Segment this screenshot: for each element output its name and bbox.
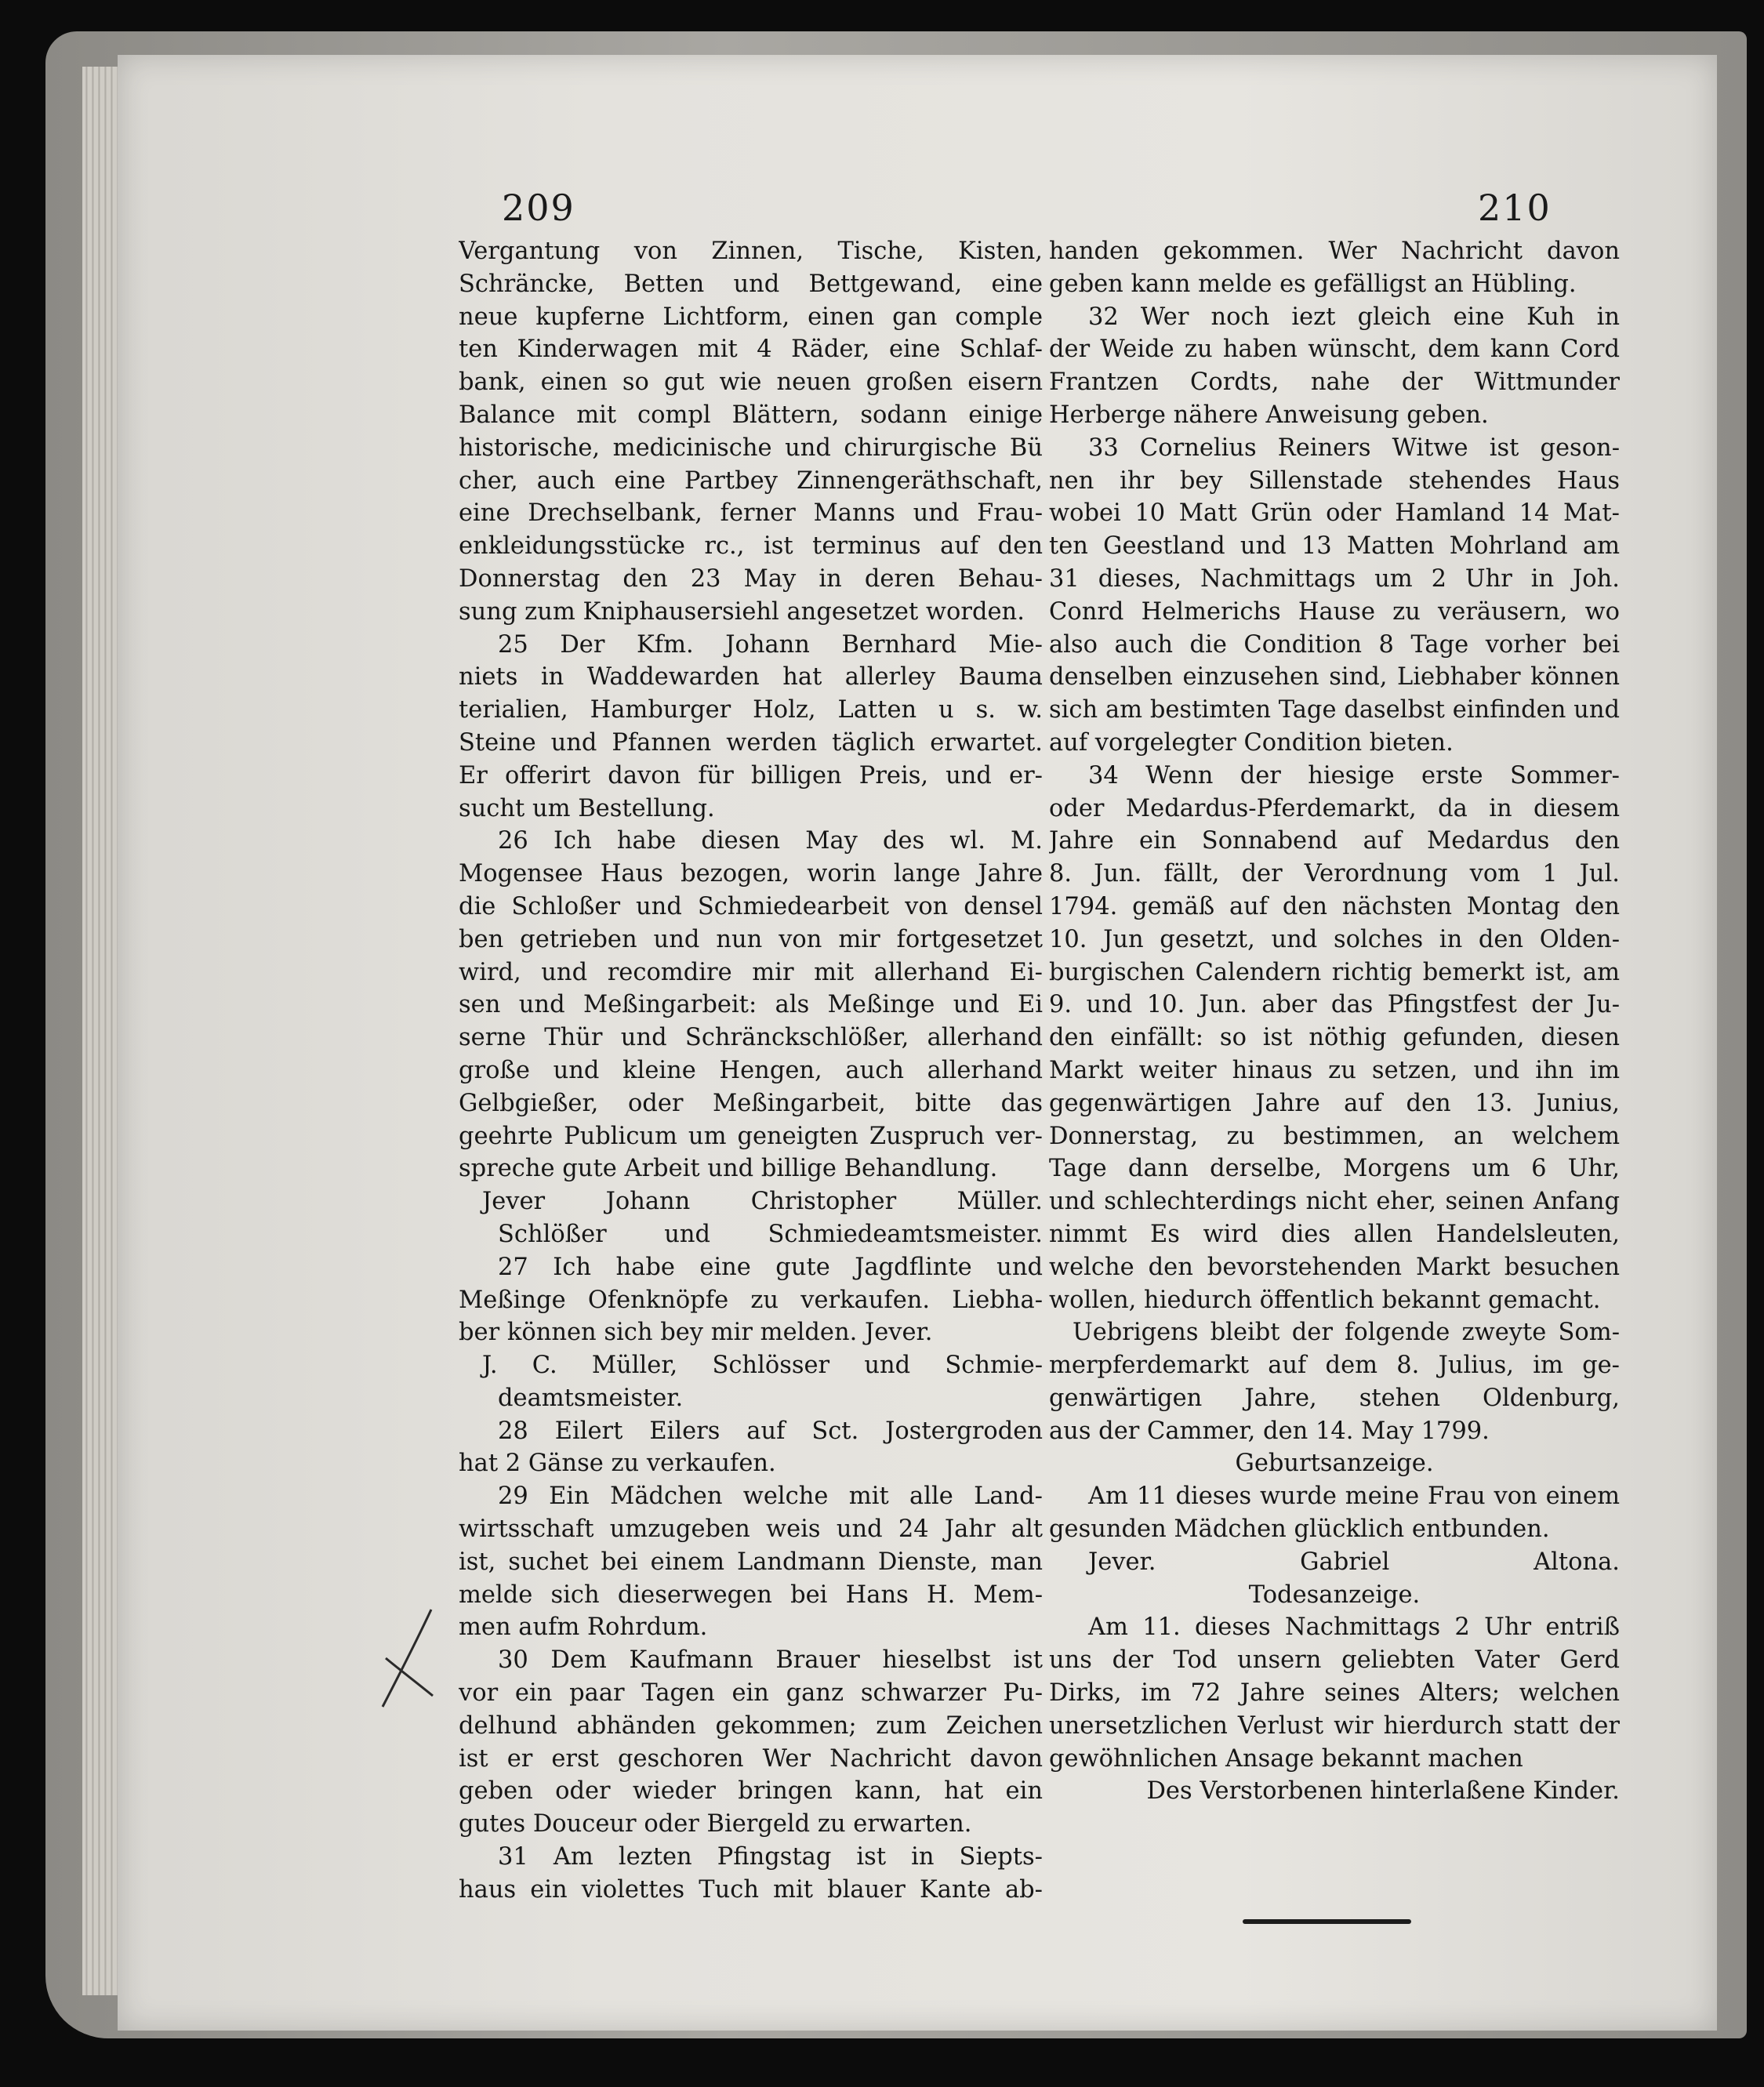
left-column-line: Schlößer und Schmiedeamtsmeister. [498, 1220, 1043, 1248]
right-column-line: sich am bestimten Tage daselbst einfinden und [1049, 696, 1620, 724]
left-column-line: 27 Ich habe eine gute Jagdflinte und [498, 1253, 1043, 1281]
right-column-line: gegenwärtigen Jahre auf den 13. Junius, [1049, 1089, 1620, 1117]
left-column-line: wird, und recomdire mir mit allerhand Ei- [459, 958, 1043, 986]
right-column-line: wobei 10 Matt Grün oder Hamland 14 Mat- [1049, 499, 1620, 528]
right-column-line: 32 Wer noch iezt gleich eine Kuh in [1088, 303, 1620, 331]
left-column-line: gutes Douceur oder Biergeld zu erwarten. [459, 1810, 972, 1838]
right-column-line: Frantzen Cordts, nahe der Wittmunder [1049, 368, 1620, 397]
left-column-line: ber können sich bey mir melden. Jever. [459, 1319, 933, 1347]
right-column-line: wollen, hiedurch öffentlich bekannt gemacht. [1049, 1286, 1601, 1314]
left-column-line: 25 Der Kfm. Johann Bernhard Mie- [498, 630, 1043, 659]
right-column-line: Jever. Gabriel Altona. [1088, 1548, 1620, 1576]
right-column-line: handen gekommen. Wer Nachricht davon [1049, 238, 1620, 265]
left-column-line: ist, suchet bei einem Landmann Dienste, man [459, 1548, 1043, 1576]
right-column-line: nimmt Es wird dies allen Handelsleuten, [1049, 1220, 1620, 1248]
left-column-line: 31 Am lezten Pfingstag ist in Siepts- [498, 1843, 1043, 1871]
left-column-line: Donnerstag den 23 May in deren Behau- [459, 564, 1043, 593]
left-column-line: 29 Ein Mädchen welche mit alle Land- [498, 1483, 1043, 1511]
right-column-line: aus der Cammer, den 14. May 1799. [1049, 1417, 1490, 1445]
left-column-line: vor ein paar Tagen ein ganz schwarzer Pu- [459, 1679, 1043, 1708]
left-column-line: geehrte Publicum um geneigten Zuspruch ver- [459, 1122, 1043, 1150]
right-column-line: oder Medardus-Pferdemarkt, da in diesem [1049, 794, 1620, 822]
right-column-line: geben kann melde es gefälligst an Hübling. [1049, 270, 1577, 298]
right-column-line: Tage dann derselbe, Morgens um 6 Uhr, [1049, 1155, 1620, 1183]
right-column-line: gewöhnlichen Ansage bekannt machen [1049, 1744, 1523, 1773]
left-column-line: neue kupferne Lichtform, einen gan comple [459, 303, 1043, 331]
left-column-line: delhund abhänden gekommen; zum Zeichen [459, 1711, 1043, 1740]
right-column-line: Jahre ein Sonnabend auf Medardus den [1049, 827, 1620, 855]
closing-rule [1243, 1919, 1411, 1924]
left-column-line: historische, medicinische und chirurgische Bü [459, 434, 1043, 462]
left-column-line: Vergantung von Zinnen, Tische, Kisten, [459, 238, 1043, 265]
left-column [459, 235, 1043, 1907]
left-column-line: serne Thür und Schränckschlößer, allerhand [459, 1024, 1043, 1052]
right-column-line: denselben einzusehen sind, Liebhaber können [1049, 663, 1620, 691]
left-column-line: sen und Meßingarbeit: als Meßinge und Ei [459, 991, 1043, 1019]
left-column-line: ben getrieben und nun von mir fortgesetzet [459, 925, 1043, 953]
right-column-line: unersetzlichen Verlust wir hierdurch statt der [1049, 1711, 1620, 1740]
left-column-line: ist er erst geschoren Wer Nachricht davon [459, 1744, 1043, 1773]
left-column-line: sung zum Kniphausersiehl angesetzet worden. [459, 597, 1025, 626]
left-column-line: Meßinge Ofenknöpfe zu verkaufen. Liebha- [459, 1286, 1043, 1314]
left-column-line: 30 Dem Kaufmann Brauer hieselbst ist [498, 1646, 1043, 1675]
left-column-line: 26 Ich habe diesen May des wl. M. [498, 827, 1043, 855]
left-column-line: Steine und Pfannen werden täglich erwartet. [459, 728, 1043, 757]
right-column-line: Conrd Helmerichs Hause zu veräusern, wo [1049, 597, 1620, 626]
left-column-line: ten Kinderwagen mit 4 Räder, eine Schlaf- [459, 336, 1043, 364]
right-column-line: uns der Tod unsern geliebten Vater Gerd [1049, 1646, 1620, 1675]
left-column-line: geben oder wieder bringen kann, hat ein [459, 1777, 1043, 1806]
right-column-line: den einfällt: so ist nöthig gefunden, diesen [1049, 1024, 1620, 1052]
right-column-line: Dirks, im 72 Jahre seines Alters; welchen [1049, 1679, 1620, 1708]
right-column-line: burgischen Calendern richtig bemerkt ist, am [1049, 958, 1620, 986]
right-column-line: 1794. gemäß auf den nächsten Montag den [1049, 892, 1620, 920]
left-column-line: große und kleine Hengen, auch allerhand [459, 1056, 1043, 1084]
right-column-line: Donnerstag, zu bestimmen, an welchem [1049, 1122, 1620, 1150]
right-column-line: Am 11. dieses Nachmittags 2 Uhr entriß [1088, 1613, 1620, 1642]
right-column-line: 10. Jun gesetzt, und solches in den Olden- [1049, 925, 1620, 953]
left-column-line: haus ein violettes Tuch mit blauer Kante ab- [459, 1875, 1043, 1904]
left-column-line: Jever Johann Christopher Müller. [482, 1188, 1043, 1216]
left-column-line: men aufm Rohrdum. [459, 1613, 708, 1642]
page-number-left: 209 [502, 187, 575, 229]
right-column-line: ten Geestland und 13 Matten Mohrland am [1049, 532, 1620, 561]
right-column-line: Herberge nähere Anweisung geben. [1049, 401, 1489, 429]
right-column-line: gesunden Mädchen glücklich entbunden. [1049, 1515, 1550, 1544]
right-column-line: auf vorgelegter Condition bieten. [1049, 728, 1454, 757]
left-column-line: wirtsschaft umzugeben weis und 24 Jahr alt [459, 1515, 1043, 1544]
left-column-line: 28 Eilert Eilers auf Sct. Jostergroden [498, 1417, 1043, 1445]
right-column-line: Todesanzeige. [1248, 1581, 1421, 1609]
left-column-line: Mogensee Haus bezogen, worin lange Jahre [459, 860, 1043, 888]
right-column-line: welche den bevorstehenden Markt besuchen [1049, 1253, 1620, 1281]
left-column-line: sucht um Bestellung. [459, 794, 715, 822]
handwritten-x-mark [376, 1603, 439, 1713]
right-column-line: 33 Cornelius Reiners Witwe ist geson- [1088, 434, 1620, 462]
right-column-line: merpferdemarkt auf dem 8. Julius, im ge- [1049, 1352, 1620, 1380]
left-column-line: Schräncke, Betten und Bettgewand, eine [459, 270, 1043, 298]
right-column-line: 8. Jun. fällt, der Verordnung vom 1 Jul. [1049, 860, 1620, 888]
left-column-line: eine Drechselbank, ferner Manns und Frau- [459, 499, 1043, 528]
left-column-line: hat 2 Gänse zu verkaufen. [459, 1450, 776, 1478]
left-column-line: cher, auch eine Partbey Zinnengeräthschaft, [459, 466, 1043, 495]
right-column-line: Am 11 dieses wurde meine Frau von einem [1088, 1483, 1620, 1511]
left-column-line: Gelbgießer, oder Meßingarbeit, bitte das [459, 1089, 1043, 1117]
left-column-line: die Schloßer und Schmiedearbeit von densel [459, 892, 1043, 920]
right-column-line: der Weide zu haben wünscht, dem kann Cord [1049, 336, 1620, 364]
right-column-line: genwärtigen Jahre, stehen Oldenburg, [1049, 1384, 1620, 1412]
right-column-line: 31 dieses, Nachmittags um 2 Uhr in Joh. [1049, 564, 1620, 593]
left-column-line: terialien, Hamburger Holz, Latten u s. w. [459, 696, 1043, 724]
left-column-line: deamtsmeister. [498, 1384, 684, 1412]
left-column-line: J. C. Müller, Schlösser und Schmie- [482, 1352, 1043, 1380]
right-column-line: Markt weiter hinaus zu setzen, und ihn im [1049, 1056, 1620, 1084]
right-column-line: nen ihr bey Sillenstade stehendes Haus [1049, 466, 1620, 495]
left-column-line: Balance mit compl Blättern, sodann einige [459, 401, 1043, 429]
page-number-right: 210 [1478, 187, 1552, 229]
left-column-line: enkleidungsstücke rc., ist terminus auf den [459, 532, 1043, 561]
right-column [1049, 235, 1620, 1808]
right-column-line: Des Verstorbenen hinterlaßene Kinder. [1146, 1777, 1620, 1806]
right-column-line: Geburtsanzeige. [1235, 1450, 1434, 1478]
right-column-line: und schlechterdings nicht eher, seinen Anfang [1049, 1188, 1620, 1216]
left-column-line: melde sich dieserwegen bei Hans H. Mem- [459, 1581, 1043, 1609]
right-column-line: also auch die Condition 8 Tage vorher bei [1049, 630, 1620, 659]
right-column-line: Uebrigens bleibt der folgende zweyte Som- [1073, 1319, 1620, 1347]
left-column-line: spreche gute Arbeit und billige Behandlung. [459, 1155, 998, 1183]
right-column-line: 34 Wenn der hiesige erste Sommer- [1088, 761, 1620, 789]
left-column-line: niets in Waddewarden hat allerley Bauma [459, 663, 1043, 691]
left-column-line: bank, einen so gut wie neuen großen eisern [459, 368, 1043, 397]
left-column-line: Er offerirt davon für billigen Preis, und er- [459, 761, 1043, 789]
right-column-line: 9. und 10. Jun. aber das Pfingstfest der Ju- [1049, 991, 1620, 1019]
